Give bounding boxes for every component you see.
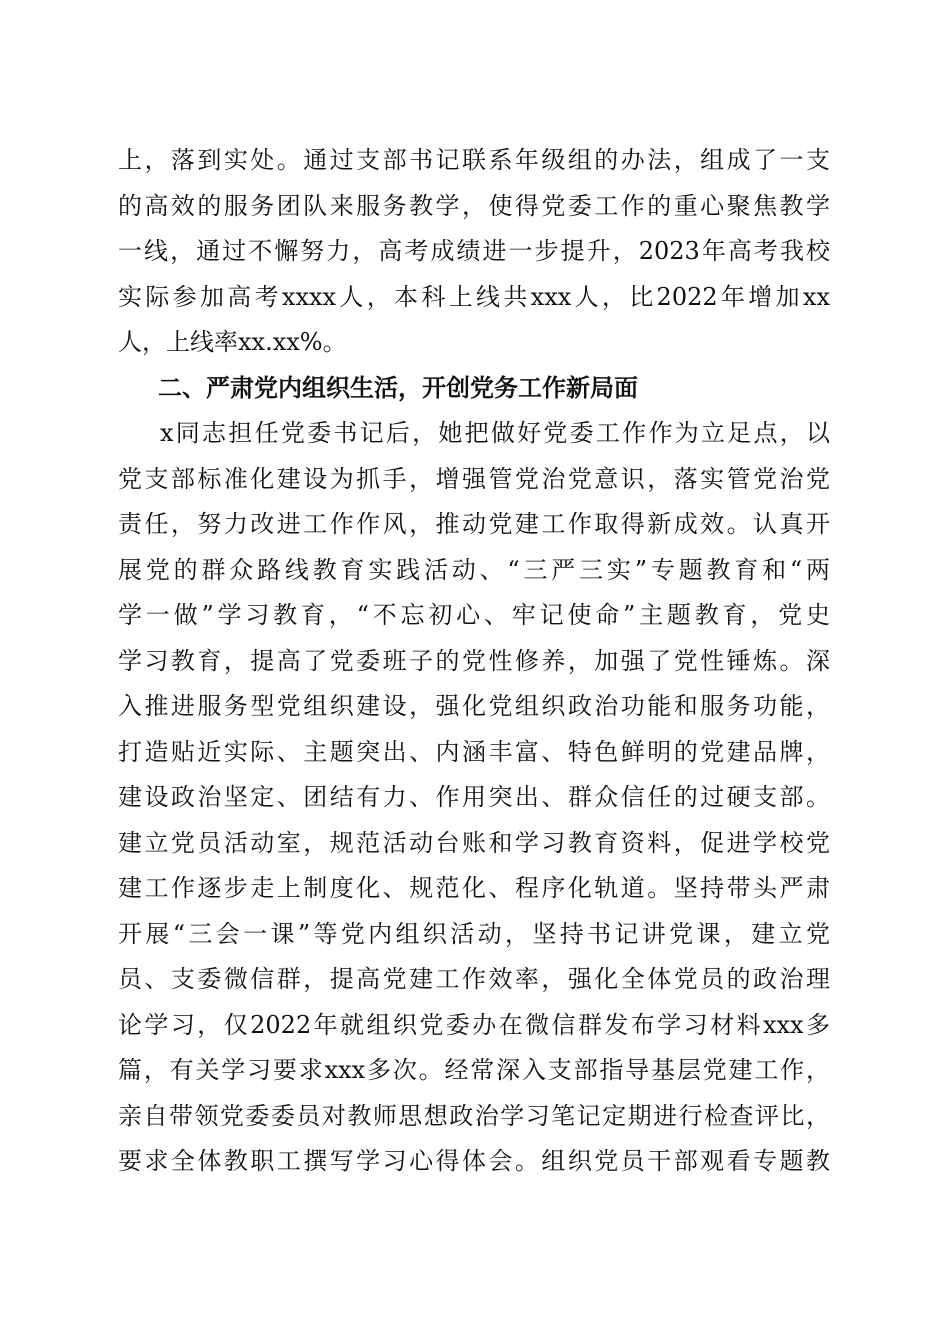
paragraph-party-life <box>118 411 830 1185</box>
text-line: 责任，努力改进工作作风，推动党建工作取得新成效。认真开 <box>118 510 830 538</box>
text-line: 建立党员活动室，规范活动台账和学习教育资料，促进学校党 <box>118 828 830 857</box>
text-line: 实际参加高考xxxx人，本科上线共xxx人，比2022年增加xx <box>118 282 830 311</box>
text-line: 员、支委微信群，提高党建工作效率，强化全体党员的政治理 <box>118 965 830 993</box>
text-line: 的高效的服务团队来服务教学，使得党委工作的重心聚焦教学 <box>118 191 830 220</box>
text-line: 要求全体教职工撰写学习心得体会。组织党员干部观看专题教 <box>118 1147 830 1175</box>
text-line: 党支部标准化建设为抓手，增强管党治党意识，落实管党治党 <box>118 464 830 493</box>
document-body <box>118 138 830 1185</box>
text-line: 入推进服务型党组织建设，强化党组织政治功能和服务功能， <box>118 692 830 720</box>
text-line: 学一做”学习教育，“不忘初心、牢记使命”主题教育，党史 <box>118 601 830 629</box>
text-line: 篇，有关学习要求xxx多次。经常深入支部指导基层党建工作， <box>118 1056 830 1084</box>
text-line: 建设政治坚定、团结有力、作用突出、群众信任的过硬支部。 <box>118 783 830 811</box>
text-line: 亲自带领党委委员对教师思想政治学习笔记定期进行检查评比， <box>118 1101 830 1130</box>
text-line: 开展“三会一课”等党内组织活动，坚持书记讲党课，建立党 <box>118 919 830 948</box>
text-line: x同志担任党委书记后，她把做好党委工作作为立足点，以 <box>160 419 830 447</box>
text-line: 一线，通过不懈努力，高考成绩进一步提升，2023年高考我校 <box>118 237 830 265</box>
paragraph-results <box>118 138 830 366</box>
text-line: 论学习，仅2022年就组织党委办在微信群发布学习材料xxx多 <box>118 1010 830 1039</box>
text-line: 上，落到实处。通过支部书记联系年级组的办法，组成了一支 <box>118 146 830 174</box>
text-line: 打造贴近实际、主题突出、内涵丰富、特色鲜明的党建品牌， <box>118 737 830 766</box>
section-heading: 二、严肃党内组织生活，开创党务工作新局面 <box>158 373 638 402</box>
text-line: 建工作逐步走上制度化、规范化、程序化轨道。坚持带头严肃 <box>118 874 830 902</box>
text-line: 展党的群众路线教育实践活动、“三严三实”专题教育和“两 <box>118 555 830 584</box>
text-line: 学习教育，提高了党委班子的党性修养，加强了党性锤炼。深 <box>118 646 830 675</box>
text-line: 人，上线率xx.xx%。 <box>118 328 347 356</box>
